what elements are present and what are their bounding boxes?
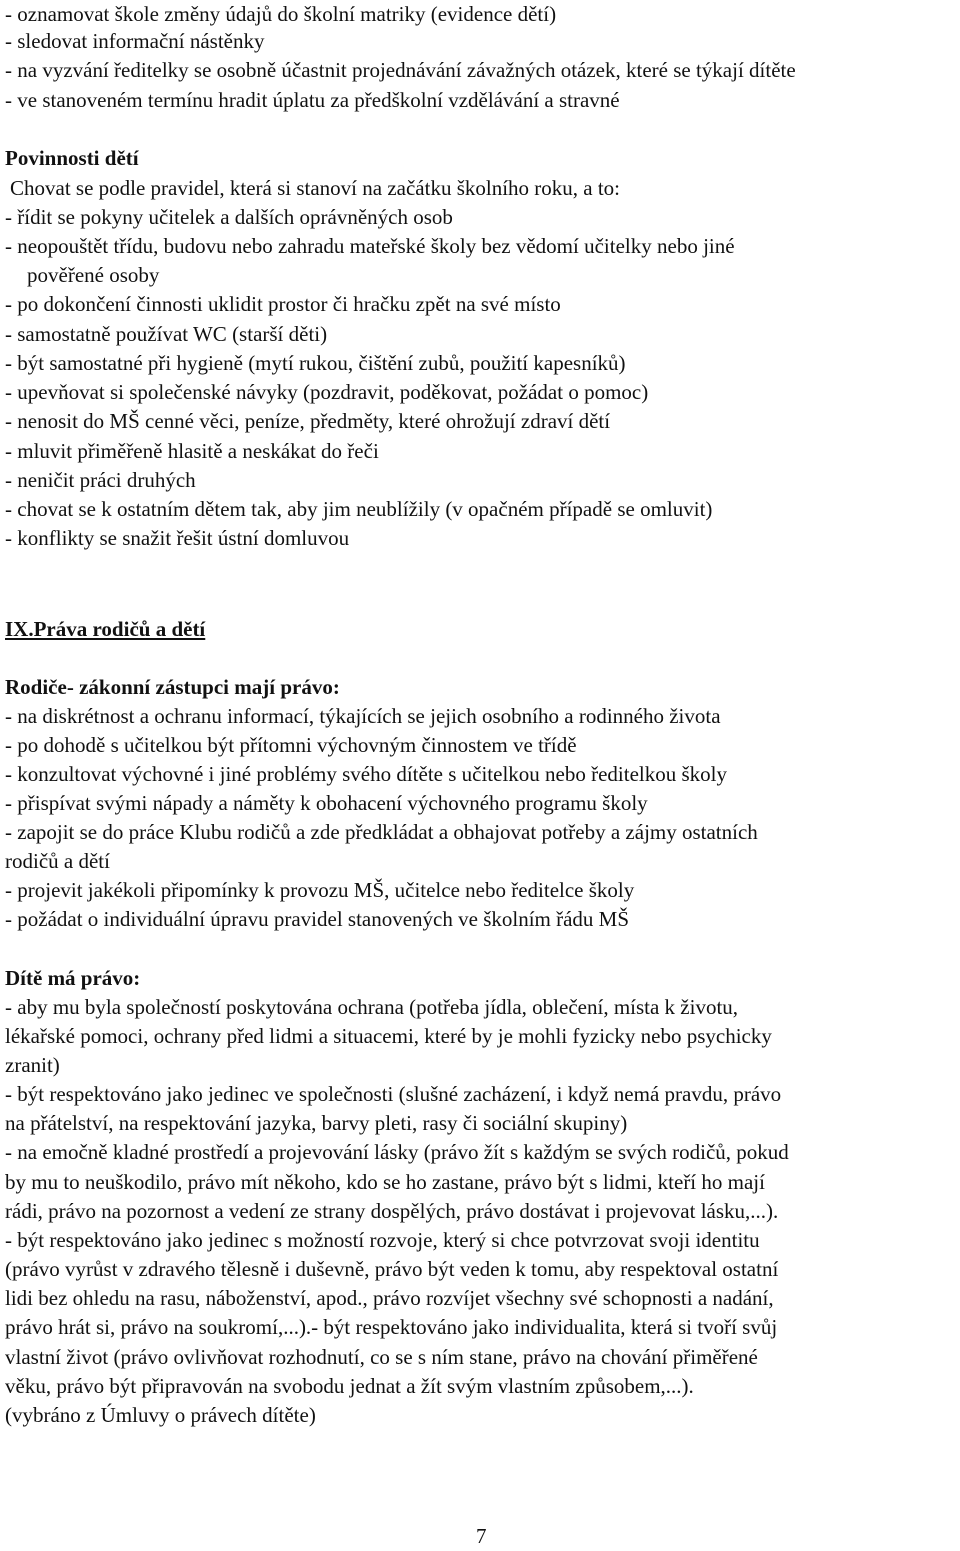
parents-right-line: - projevit jakékoli připomínky k provozu MŠ, učitelce nebo ředitelce školy: [5, 878, 635, 902]
duty-item: - po dokončení činnosti uklidit prostor či hračku zpět na své místo: [5, 292, 561, 316]
duty-item: - mluvit přiměřeně hlasitě a neskákat do řeči: [5, 439, 379, 463]
duty-item: - upevňovat si společenské návyky (pozdravit, poděkovat, požádat o pomoc): [5, 380, 649, 404]
child-right-line: (právo vyrůst v zdravého tělesně i duševně, právo být veden k tomu, aby respektoval ostatní: [5, 1257, 779, 1281]
parents-right-line: - požádat o individuální úpravu pravidel stanovených ve školním řádu MŠ: [5, 907, 630, 931]
child-right-line: - být respektováno jako jedinec s možností rozvoje, který si chce potvrzovat svoji identitu: [5, 1228, 760, 1252]
parents-rights-heading: Rodiče- zákonní zástupci mají právo:: [5, 675, 340, 699]
duty-item: - samostatně používat WC (starší děti): [5, 322, 328, 346]
duty-item: - neopouštět třídu, budovu nebo zahradu mateřské školy bez vědomí učitelky nebo jiné: [5, 234, 735, 258]
parents-right-line: - zapojit se do práce Klubu rodičů a zde předkládat a obhajovat potřeby a zájmy ostatních: [5, 820, 758, 844]
child-rights-heading: Dítě má právo:: [5, 966, 141, 990]
duty-item: - konflikty se snažit řešit ústní domluvou: [5, 526, 350, 550]
parents-right-line: - na diskrétnost a ochranu informací, týkajících se jejich osobního a rodinného života: [5, 704, 721, 728]
parent-duty-line: - ve stanoveném termínu hradit úplatu za předškolní vzdělávání a stravné: [5, 88, 620, 112]
parent-duty-line: - na vyzvání ředitelky se osobně účastnit projednávání závažných otázek, které se týkají dítěte: [5, 58, 796, 82]
parents-right-line: rodičů a dětí: [5, 849, 110, 873]
child-right-line: (vybráno z Úmluvy o právech dítěte): [5, 1403, 316, 1427]
child-right-line: lidi bez ohledu na rasu, náboženství, apod., právo rozvíjet všechny své schopnosti a nadání,: [5, 1286, 774, 1310]
child-right-line: by mu to neuškodilo, právo mít někoho, kdo se ho zastane, právo být s lidmi, kteří ho mají: [5, 1170, 765, 1194]
parents-right-line: - po dohodě s učitelkou být přítomni výchovným činnostem ve třídě: [5, 733, 577, 757]
duty-item-continuation: pověřené osoby: [27, 263, 160, 287]
child-right-line: zranit): [5, 1053, 60, 1077]
child-right-line: rádi, právo na pozornost a vedení ze strany dospělých, právo dostávat i projevovat lásku,...).: [5, 1199, 779, 1223]
duty-item: - chovat se k ostatním dětem tak, aby jim neublížily (v opačném případě se omluvit): [5, 497, 713, 521]
child-right-line: na přátelství, na respektování jazyka, barvy pleti, rasy či sociální skupiny): [5, 1111, 628, 1135]
child-right-line: - aby mu byla společností poskytována ochrana (potřeba jídla, oblečení, místa k životu,: [5, 995, 739, 1019]
parents-right-line: - konzultovat výchovné i jiné problémy svého dítěte s učitelkou nebo ředitelkou školy: [5, 762, 728, 786]
duty-item: - být samostatné při hygieně (mytí rukou, čištění zubů, použití kapesníků): [5, 351, 626, 375]
page-number: 7: [476, 1524, 487, 1548]
child-right-line: lékařské pomoci, ochrany před lidmi a situacemi, které by je mohli fyzicky nebo psychicky: [5, 1024, 772, 1048]
child-right-line: věku, právo být připravován na svobodu jednat a žít svým vlastním způsobem,...).: [5, 1374, 694, 1398]
parent-duty-line: - sledovat informační nástěnky: [5, 29, 265, 53]
section-title: IX.Práva rodičů a dětí: [5, 617, 206, 641]
duties-heading: Povinnosti dětí: [5, 146, 139, 170]
child-right-line: vlastní život (právo ovlivňovat rozhodnutí, co se s ním stane, právo na chování přiměřené: [5, 1345, 758, 1369]
child-right-line: právo hrát si, právo na soukromí,...).- být respektováno jako individualita, která si tvoří svůj: [5, 1315, 778, 1339]
child-right-line: - na emočně kladné prostředí a projevování lásky (právo žít s každým se svých rodičů, pokud: [5, 1140, 789, 1164]
parent-duty-line: - oznamovat škole změny údajů do školní matriky (evidence dětí): [5, 2, 557, 26]
duty-item: - neničit práci druhých: [5, 468, 196, 492]
child-right-line: - být respektováno jako jedinec ve společnosti (slušné zacházení, i když nemá pravdu, právo: [5, 1082, 782, 1106]
duty-item: - nenosit do MŠ cenné věci, peníze, předměty, které ohrožují zdraví dětí: [5, 409, 611, 433]
parents-right-line: - přispívat svými nápady a náměty k obohacení výchovného programu školy: [5, 791, 648, 815]
duty-item: - řídit se pokyny učitelek a dalších oprávněných osob: [5, 205, 453, 229]
duties-intro: Chovat se podle pravidel, která si stanoví na začátku školního roku, a to:: [10, 176, 621, 200]
